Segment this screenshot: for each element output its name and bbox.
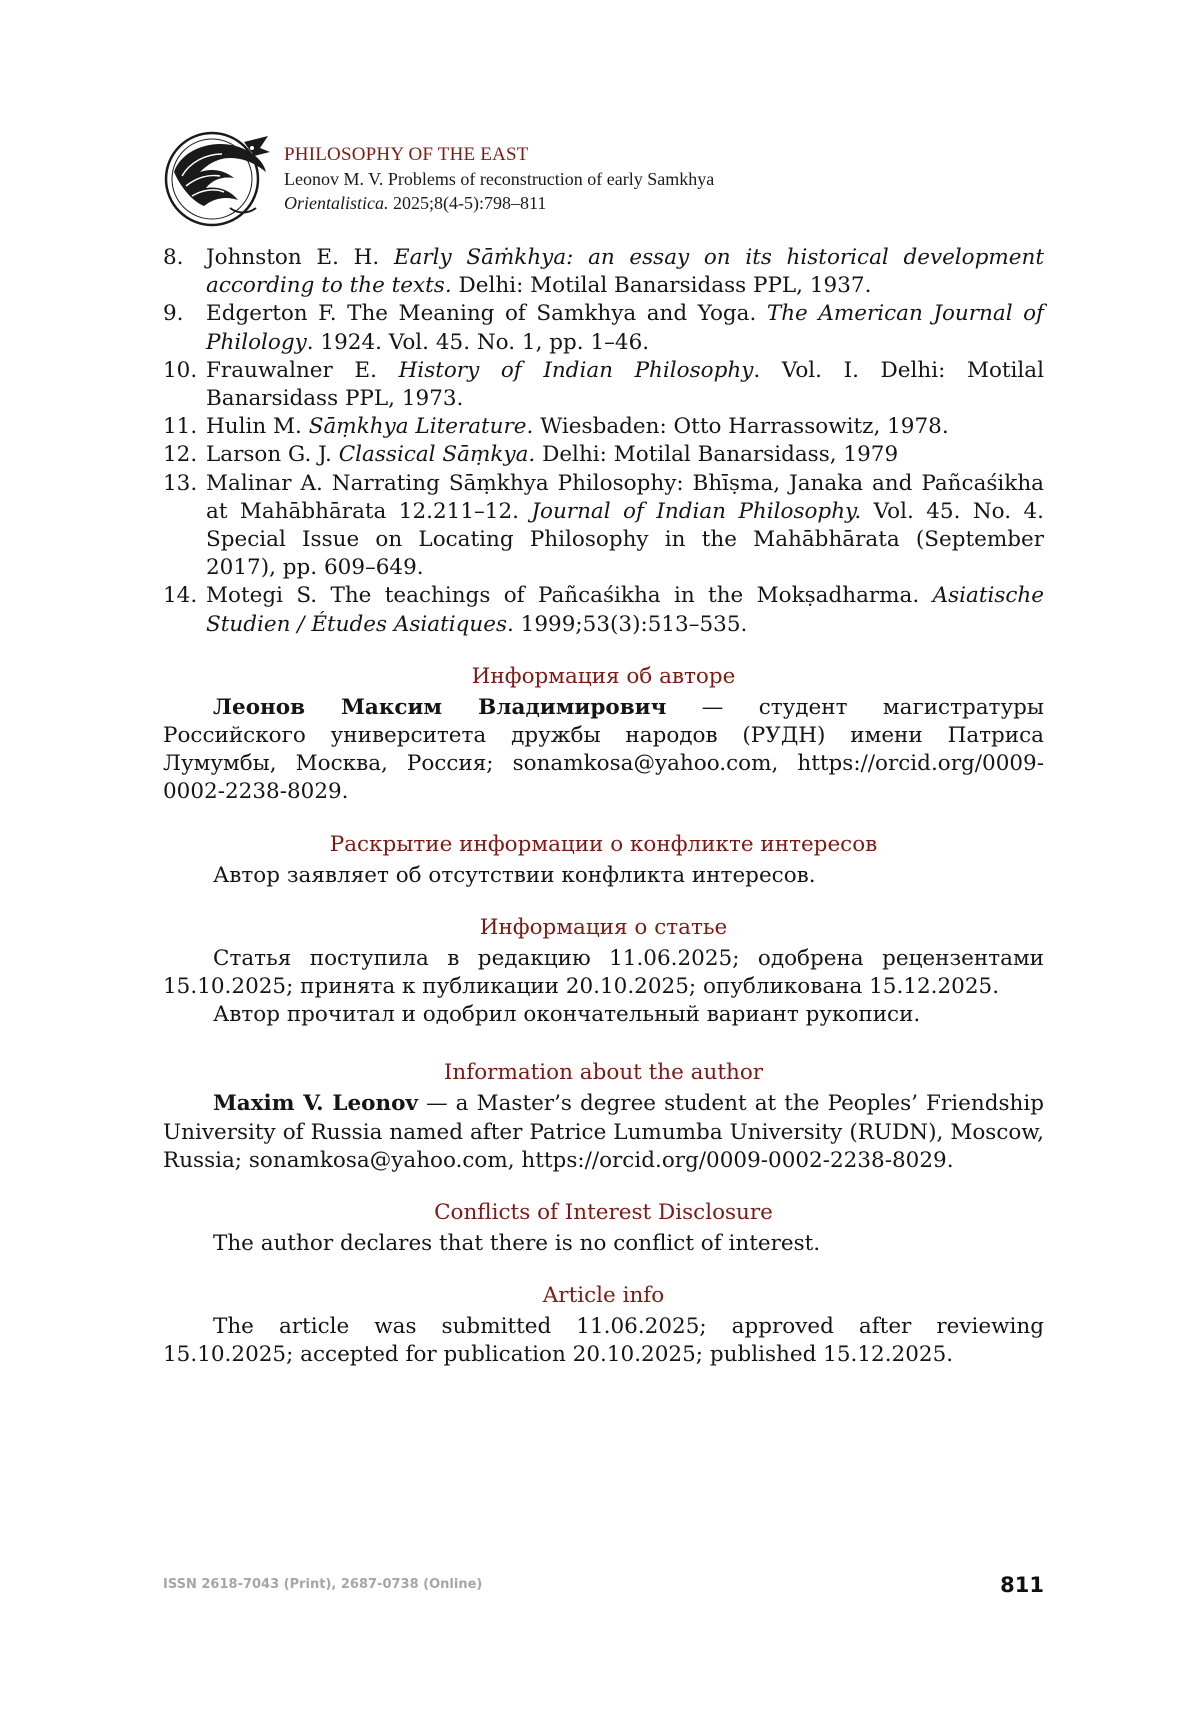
reference-number: 8. [163,245,184,270]
section-label: PHILOSOPHY OF THE EAST [284,144,529,165]
reference-list [163,244,1044,639]
reference-details: Wiesbaden: Otto Harrassowitz, 1978. [533,414,949,440]
reference-title: The American Journal of Philology [206,301,1044,355]
journal-name: Orientalistica. [284,193,389,213]
reference-item [163,357,1044,413]
reference-details: Delhi: Motilal Banarsidass, 1979 [535,442,899,468]
reference-title: History of Indian Philosophy [398,357,754,383]
ru-article-dates: Статья поступила в редакцию 11.06.2025; одобрена рецензентами 15.10.2025; принята к публикации 20.10.2025; опубликована 15.12.2025. [163,945,1044,1000]
ru-author-text: — студент магистратуры Российского университета дружбы народов (РУДН) имени Патриса Лумумбы, Москва, Россия; sonamkosa@yahoo.com, https://orcid.org/0009-0002-2238-8029. [163,694,1044,805]
reference-details: . Vol. I. Delhi: Motilal Banarsidass PPL, 1973. [206,357,1044,412]
reference-title: Sāṃkhya Literature. [308,414,534,440]
reference-author: Edgerton F. The Meaning of Samkhya and Yoga. [206,301,767,327]
reference-number: 10. [163,357,198,383]
reference-author: Hulin M. [206,414,309,440]
footer-issn: ISSN 2618-7043 (Print), 2687-0738 (Online) [163,1577,483,1592]
reference-number: 9. [163,301,184,327]
en-author-name: Maxim V. Leonov [213,1091,418,1117]
journal-logo [160,128,272,230]
ru-conflict-text: Автор заявляет об отсутствии конфликта интересов. [213,862,816,888]
page-body [163,244,1044,1370]
en-author-info [163,1090,1044,1175]
en-article-dates: The article was submitted 11.06.2025; approved after reviewing 15.10.2025; accepted for publication 20.10.2025; published 15.12.2025. [163,1314,1044,1368]
reference-details: Vol. 45. No. 4. Special Issue on Locating Philosophy in the Mahābhārata (September 2017), pp. 609–649. [206,498,1044,581]
ru-author-heading: Информация об авторе [471,663,736,689]
reference-author: Frauwalner E. [206,357,399,383]
reference-details: . 1999;53(3):513–535. [507,611,748,637]
reference-author: Larson G. J. [206,442,339,468]
reference-details: . 1924. Vol. 45. No. 1, pp. 1–46. [306,329,650,355]
en-conflict-text: The author declares that there is no conflict of interest. [213,1231,821,1257]
reference-title: Journal of Indian Philosophy. [531,498,862,524]
reference-item [163,470,1044,583]
reference-number: 13. [163,470,198,496]
en-author-heading: Information about the author [443,1060,764,1086]
reference-title: Classical Sāṃkya. [338,442,536,468]
ru-author-info [163,694,1044,807]
ru-article-approval: Автор прочитал и одобрил окончательный вариант рукописи. [213,1002,921,1028]
reference-author: Johnston E. H. [206,245,394,270]
reference-item [163,244,1044,300]
reference-author: Motegi S. The teachings of Pañcaśikha in the Mokṣadharma. [206,583,933,609]
reference-item [163,300,1044,356]
running-article-title: Leonov M. V. Problems of reconstruction of early Samkhya [284,169,715,189]
citation-details: 2025;8(4-5):798–811 [388,193,547,213]
reference-number: 12. [163,442,198,468]
header-text [284,143,714,215]
reference-details: Delhi: Motilal Banarsidass PPL, 1937. [451,273,872,299]
ru-conflict-heading: Раскрытие информации о конфликте интересов [329,831,878,857]
ru-author-name: Леонов Максим Владимирович [213,694,667,720]
en-article-heading: Article info [542,1283,665,1309]
reference-title: Asiatische Studien / Études Asiatiques [206,583,1044,637]
reference-title: Early Sāṁkhya: an essay on its historical development according to the texts. [206,245,1044,299]
reference-author: Malinar A. Narrating Sāṃkhya Philosophy: Bhīṣma, Janaka and Pañcaśikha at Mahābhārata 12.211–12. [206,470,1044,524]
reference-item [163,413,1044,441]
running-header [160,128,1060,230]
en-author-text: — a Master’s degree student at the Peoples’ Friendship University of Russia named after Patrice Lumumba University (RUDN), Moscow, Russia; sonamkosa@yahoo.com, https://orcid.org/0009-0002-2238-8029. [163,1091,1044,1173]
reference-number: 11. [163,414,198,440]
page-number: 811 [1000,1573,1044,1597]
reference-item [163,582,1044,638]
dragon-emblem-icon [160,128,272,230]
ru-article-heading: Информация о статье [479,914,728,940]
journal-citation [284,191,714,215]
en-conflict-heading: Conflicts of Interest Disclosure [434,1200,773,1226]
reference-item [163,441,1044,469]
reference-number: 14. [163,583,198,609]
